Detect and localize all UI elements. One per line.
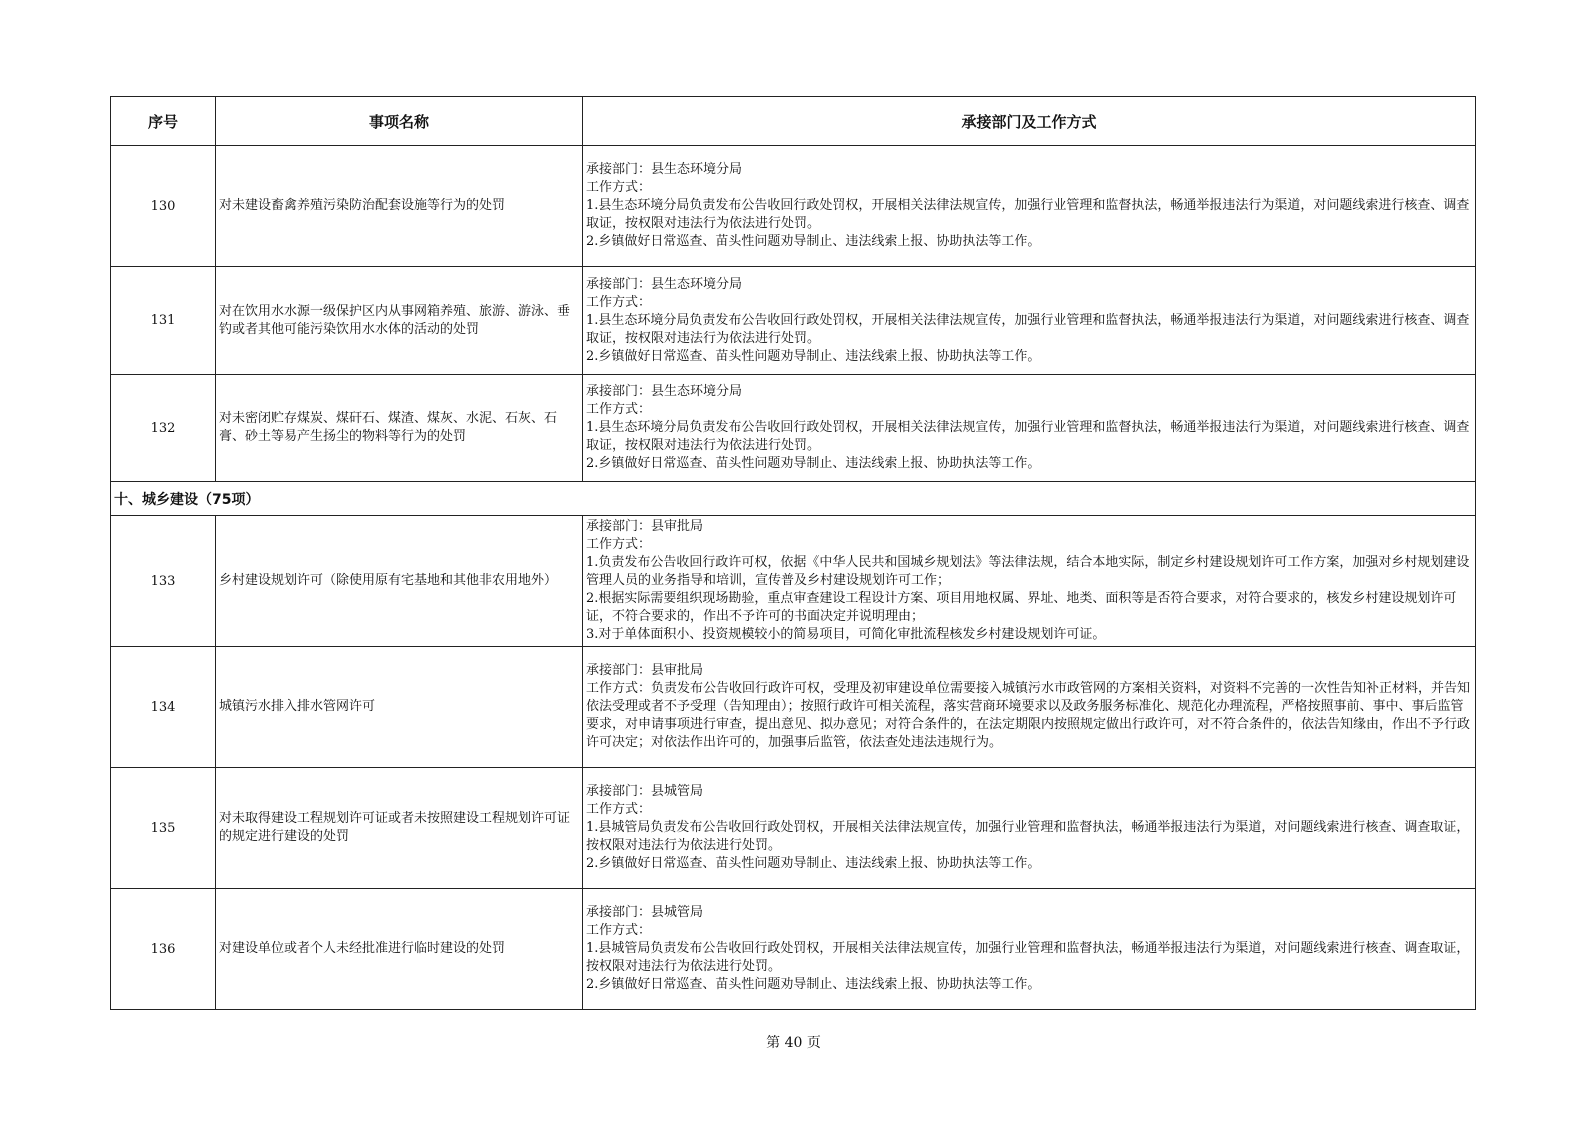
matter-name: 对未密闭贮存煤炭、煤矸石、煤渣、煤灰、水泥、石灰、石膏、砂土等易产生扬尘的物料等行为的处罚 — [216, 375, 583, 482]
row-number: 136 — [111, 889, 216, 1010]
column-header-num: 序号 — [111, 97, 216, 146]
method-item: 2.根据实际需要组织现场勘验，重点审查建设工程设计方案、项目用地权属、界址、地类、面积等是否符合要求，对符合要求的，核发乡村建设规划许可证，不符合要求的，作出不予许可的书面决定并说明理由； — [586, 591, 1457, 624]
matter-name: 对未建设畜禽养殖污染防治配套设施等行为的处罚 — [216, 146, 583, 267]
method-item: 1.县城管局负责发布公告收回行政处罚权，开展相关法律法规宣传，加强行业管理和监督执法，畅通举报违法行为渠道，对问题线索进行核查、调查取证，按权限对违法行为依法进行处罚。 — [586, 941, 1470, 974]
row-number: 131 — [111, 267, 216, 375]
method-label: 工作方式： — [586, 537, 652, 552]
table-row — [111, 889, 1476, 1010]
method-item: 2.乡镇做好日常巡查、苗头性问题劝导制止、违法线索上报、协助执法等工作。 — [586, 456, 1041, 471]
method-item: 工作方式：负责发布公告收回行政许可权，受理及初审建设单位需要接入城镇污水市政管网的方案相关资料，对资料不完善的一次性告知补正材料，并告知依法受理或者不予受理（告知理由）；按照行政许可相关流程，落实营商环境要求以及政务服务标准化、规范化办理流程，严格按照事前、事中、事后监管要求，对申请事项进行审查，提出意见、拟办意见；对符合条件的，在法定期限内按照规定做出行政许可，对不符合条件的，依法告知缘由，作出不予行政许可决定；对依法作出许可的，加强事后监管，依法查处违法违规行为。 — [586, 681, 1471, 750]
column-header-detail: 承接部门及工作方式 — [583, 97, 1476, 146]
method-label: 工作方式： — [586, 802, 652, 817]
method-item: 2.乡镇做好日常巡查、苗头性问题劝导制止、违法线索上报、协助执法等工作。 — [586, 348, 1041, 364]
method-item: 1.县生态环境分局负责发布公告收回行政处罚权，开展相关法律法规宣传，加强行业管理和监督执法，畅通举报违法行为渠道，对问题线索进行核查、调查取证，按权限对违法行为依法进行处罚。 — [586, 198, 1470, 231]
method-item: 2.乡镇做好日常巡查、苗头性问题劝导制止、违法线索上报、协助执法等工作。 — [586, 234, 1041, 249]
row-number: 132 — [111, 375, 216, 482]
department-line: 承接部门：县生态环境分局 — [586, 384, 743, 399]
table-row — [111, 516, 1476, 647]
method-item: 2.乡镇做好日常巡查、苗头性问题劝导制止、违法线索上报、协助执法等工作。 — [586, 977, 1041, 992]
method-item: 1.县城管局负责发布公告收回行政处罚权，开展相关法律法规宣传，加强行业管理和监督执法，畅通举报违法行为渠道，对问题线索进行核查、调查取证，按权限对违法行为依法进行处罚。 — [586, 820, 1470, 853]
department-and-method — [583, 768, 1476, 889]
department-and-method — [583, 375, 1476, 482]
method-item: 1.县生态环境分局负责发布公告收回行政处罚权，开展相关法律法规宣传，加强行业管理和监督执法，畅通举报违法行为渠道，对问题线索进行核查、调查取证，按权限对违法行为依法进行处罚。 — [586, 420, 1470, 453]
department-and-method — [583, 267, 1476, 375]
method-item: 2.乡镇做好日常巡查、苗头性问题劝导制止、违法线索上报、协助执法等工作。 — [586, 856, 1041, 871]
department-line: 承接部门：县审批局 — [586, 663, 704, 678]
matter-name: 乡村建设规划许可（除使用原有宅基地和其他非农用地外） — [216, 516, 583, 647]
method-item: 1.县生态环境分局负责发布公告收回行政处罚权，开展相关法律法规宣传，加强行业管理和监督执法，畅通举报违法行为渠道，对问题线索进行核查、调查取证，按权限对违法行为依法进行处罚。 — [586, 312, 1470, 346]
method-item: 1.负责发布公告收回行政许可权，依据《中华人民共和国城乡规划法》等法律法规，结合本地实际，制定乡村建设规划许可工作方案，加强对乡村规划建设管理人员的业务指导和培训，宣传普及乡村建设规划许可工作； — [586, 555, 1470, 588]
matter-name: 对在饮用水水源一级保护区内从事网箱养殖、旅游、游泳、垂钓或者其他可能污染饮用水水体的活动的处罚 — [216, 267, 583, 375]
row-number: 134 — [111, 647, 216, 768]
matter-name: 对建设单位或者个人未经批准进行临时建设的处罚 — [216, 889, 583, 1010]
department-line: 承接部门：县城管局 — [586, 784, 704, 799]
table-row — [111, 647, 1476, 768]
method-label: 工作方式： — [586, 923, 652, 938]
section-title: 十、城乡建设（75项） — [111, 482, 1476, 516]
method-label: 工作方式： — [586, 294, 652, 310]
matters-table — [110, 96, 1476, 1010]
row-number: 133 — [111, 516, 216, 647]
table-row — [111, 146, 1476, 267]
table-row — [111, 375, 1476, 482]
section-row — [111, 482, 1476, 516]
matter-name: 城镇污水排入排水管网许可 — [216, 647, 583, 768]
table-header-row — [111, 97, 1476, 146]
table-row — [111, 267, 1476, 375]
page-number: 第 40 页 — [766, 1035, 821, 1051]
department-and-method — [583, 516, 1476, 647]
department-and-method — [583, 146, 1476, 267]
department-line: 承接部门：县生态环境分局 — [586, 162, 743, 177]
method-label: 工作方式： — [586, 402, 652, 417]
department-and-method — [583, 889, 1476, 1010]
department-line: 承接部门：县生态环境分局 — [586, 276, 743, 292]
row-number: 135 — [111, 768, 216, 889]
department-line: 承接部门：县城管局 — [586, 905, 704, 920]
method-label: 工作方式： — [586, 180, 652, 195]
table-row — [111, 768, 1476, 889]
matter-name: 对未取得建设工程规划许可证或者未按照建设工程规划许可证的规定进行建设的处罚 — [216, 768, 583, 889]
column-header-name: 事项名称 — [216, 97, 583, 146]
department-and-method — [583, 647, 1476, 768]
row-number: 130 — [111, 146, 216, 267]
department-line: 承接部门：县审批局 — [586, 519, 704, 534]
method-item: 3.对于单体面积小、投资规模较小的简易项目，可简化审批流程核发乡村建设规划许可证。 — [586, 627, 1106, 642]
